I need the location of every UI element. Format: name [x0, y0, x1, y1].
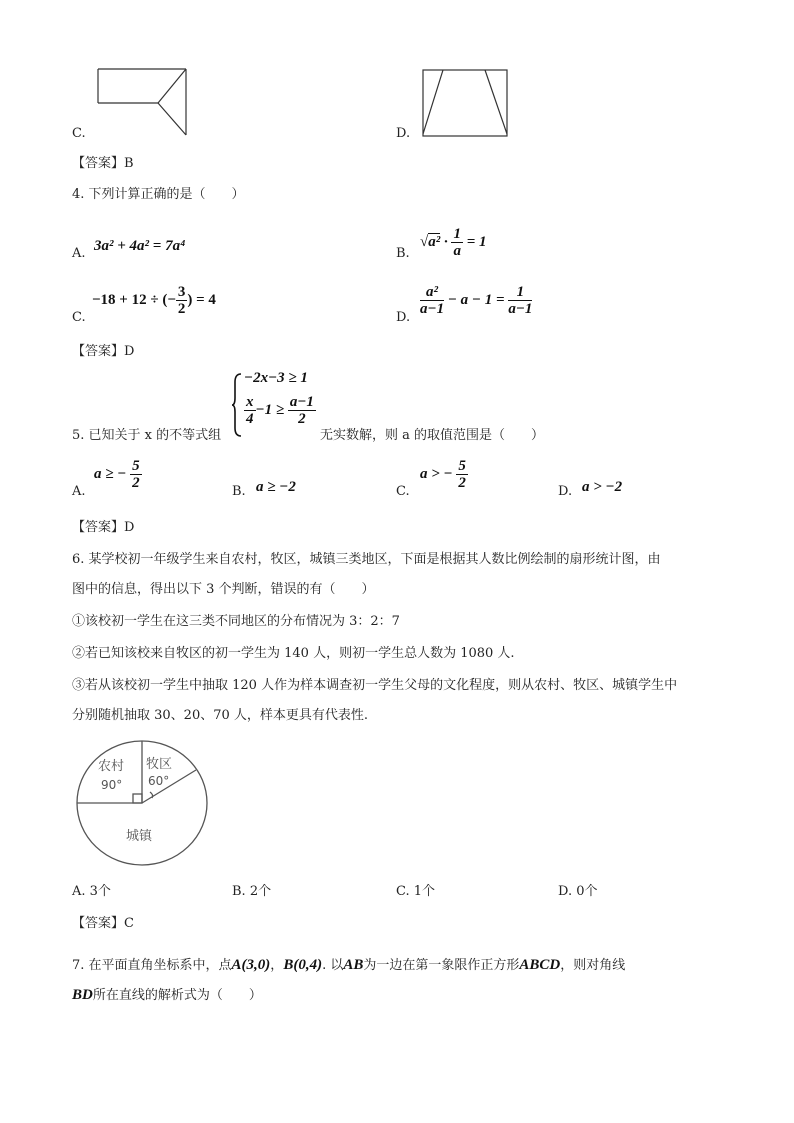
- q4-option-a-expr: 3a² + 4a² = 7a⁴: [94, 238, 186, 254]
- q5-option-b-expr: a ≥ −2: [256, 479, 296, 495]
- q7-mid: . 以: [322, 958, 344, 973]
- q4-stem: 4. 下列计算正确的是（ ）: [72, 187, 245, 202]
- q5-option-c-label: C.: [396, 484, 410, 499]
- q7-point-b: B(0,4): [283, 957, 323, 973]
- q5-system-eq2: $\frac{x}{4}$ −1 ≥ $\frac{a-1}{2}$: [246, 394, 314, 427]
- pie-label-pastoral: 牧区: [146, 757, 173, 772]
- q4-option-d-label: D.: [396, 310, 411, 325]
- q3-answer: 【答案】B: [72, 156, 134, 171]
- q6-option-c: C. 1个: [396, 884, 436, 899]
- q7-stem-line2: [72, 984, 262, 1004]
- q5-system-brace: [231, 372, 243, 438]
- q5-option-a-label: A.: [72, 484, 86, 499]
- q5-option-c-expr: a > − $\frac{5}{2}$: [420, 458, 466, 491]
- q4-option-c-expr: −18 + 12 ÷ (− $\frac{3}{2}$ ) = 4: [92, 284, 216, 317]
- pie-label-pastoral-angle: 60°: [148, 774, 170, 788]
- q6-answer: 【答案】C: [72, 916, 134, 931]
- fraction-a-1-over-2: $\frac{a-1}{2}$: [289, 394, 314, 427]
- q7-diagonal-bd: BD: [72, 987, 93, 1003]
- q5-stem-post: 无实数解，则 a 的取值范围是（ ）: [320, 428, 545, 443]
- q3-option-d-label: D.: [396, 126, 411, 141]
- q6-option-a: A. 3个: [72, 884, 111, 899]
- pie-label-rural-angle: 90°: [101, 778, 123, 792]
- q3-option-c-label: C.: [72, 126, 86, 141]
- q6-statement-1: ①该校初一学生在这三类不同地区的分布情况为 3：2：7: [72, 614, 400, 629]
- q5-option-a-expr: a ≥ − $\frac{5}{2}$: [94, 458, 140, 491]
- fraction-a2-over-a-1: $\frac{\text{a²}}{a-1}$: [420, 284, 445, 317]
- q4-option-d-expr: $\frac{\text{a²}}{a-1}$ − a − 1 = $\frac{1}{a-1}$: [420, 284, 533, 317]
- q7-post: ，则对角线: [560, 958, 626, 973]
- q6-option-d: D. 0个: [558, 884, 598, 899]
- q4-answer: 【答案】D: [72, 344, 135, 359]
- q7-point-a: A(3,0): [231, 957, 271, 973]
- q3-figure-d: [421, 68, 511, 138]
- q6-option-b: B. 2个: [232, 884, 272, 899]
- q6-statement-2: ②若已知该校来自牧区的初一学生为 140 人，则初一学生总人数为 1080 人.: [72, 646, 515, 661]
- fraction-5-over-2: $\frac{5}{2}$: [458, 458, 466, 491]
- q6-pie-chart: [74, 740, 210, 870]
- fraction-3-over-2: $\frac{3}{2}$: [177, 284, 186, 317]
- q5-option-d-label: D.: [558, 484, 573, 499]
- q7-segment-ab: AB: [343, 957, 364, 973]
- q7-pre: 7. 在平面直角坐标系中，点: [72, 958, 232, 973]
- q6-stem-line2: 图中的信息，得出以下 3 个判断，错误的有（ ）: [72, 582, 375, 597]
- q7-line2: 所在直线的解析式为（ ）: [92, 988, 262, 1003]
- q6-stem-line1: 6. 某学校初一年级学生来自农村，牧区，城镇三类地区，下面是根据其人数比例绘制的扇形统计图，由: [72, 552, 661, 567]
- q6-statement-3a: ③若从该校初一学生中抽取 120 人作为样本调查初一学生父母的文化程度，则从农村、牧区、城镇学生中: [72, 678, 678, 693]
- fraction-x-over-4: $\frac{x}{4}$: [246, 394, 254, 427]
- q4-option-c-label: C.: [72, 310, 86, 325]
- sqrt-symbol: √: [420, 233, 429, 250]
- q5-stem-pre: 5. 已知关于 x 的不等式组: [72, 428, 222, 443]
- q5-system-eq1: −2x−3 ≥ 1: [244, 370, 308, 386]
- q7-square-abcd: ABCD: [519, 957, 561, 973]
- q7-comma: ，: [270, 958, 284, 973]
- q7-mid2: 为一边在第一象限作正方形: [363, 958, 520, 973]
- fraction-5-over-2: $\frac{5}{2}$: [132, 458, 140, 491]
- q5-option-b-label: B.: [232, 484, 246, 499]
- q5-option-d-expr: a > −2: [582, 479, 623, 495]
- q4-option-a-label: A.: [72, 246, 86, 261]
- fraction-1-over-a: $\frac{1}{a}$: [453, 226, 461, 259]
- pie-label-town: 城镇: [126, 829, 153, 844]
- q5-answer: 【答案】D: [72, 520, 135, 535]
- right-angle-mark: [133, 794, 142, 803]
- q6-statement-3b: 分别随机抽取 30、20、70 人，样本更具有代表性.: [72, 708, 369, 723]
- q4-option-b-label: B.: [396, 246, 410, 261]
- q3-figure-c: [96, 66, 192, 138]
- q4-option-b-expr: √a² · $\frac{1}{a}$ = 1: [420, 226, 487, 259]
- q7-stem-line1: [72, 954, 625, 974]
- fraction-1-over-a-1: $\frac{1}{a-1}$: [508, 284, 533, 317]
- pie-label-rural: 农村: [98, 759, 125, 774]
